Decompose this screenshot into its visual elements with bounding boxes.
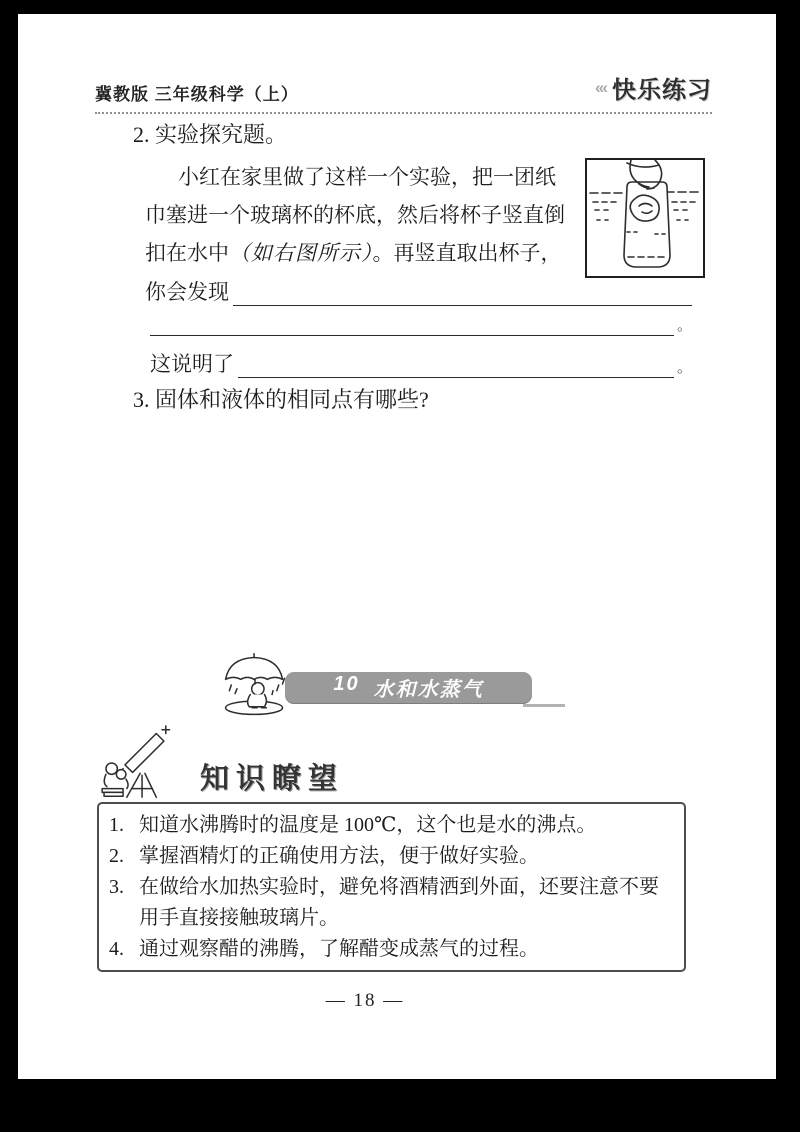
banner-tail-line [523, 704, 565, 707]
blank-3-period: 。 [676, 360, 692, 376]
workbook-page [18, 14, 776, 1079]
q2-answer-line-3 [150, 348, 692, 378]
knowledge-item [109, 872, 670, 934]
knowledge-item [109, 810, 670, 841]
q2-line3-figure-ref: （如右图所示） [229, 241, 373, 265]
blank-2-period: 。 [676, 318, 692, 334]
item-text: 在做给水加热实验时，避免将酒精洒到外面，还要注意不要用手直接接触玻璃片。 [139, 876, 659, 929]
item-number: 2. [109, 845, 124, 867]
umbrella-character-icon [218, 652, 292, 718]
q2-line3-pre: 扣在水中 [145, 241, 229, 265]
page-header [95, 70, 712, 114]
answer-blank-1 [233, 281, 692, 306]
book-title: 冀教版 三年级科学（上） [95, 85, 299, 104]
q2-answer-line-1 [145, 276, 692, 306]
item-text: 通过观察醋的沸腾，了解醋变成蒸气的过程。 [139, 938, 539, 960]
q2-paragraph-line-3 [145, 238, 562, 268]
item-number: 3. [109, 876, 124, 898]
question-2-heading: 2. 实验探究题。 [133, 122, 288, 147]
q2-paragraph-line-1: 小红在家里做了这样一个实验，把一团纸 [178, 165, 556, 189]
knowledge-item [109, 841, 670, 872]
experiment-figure [585, 158, 705, 278]
q2-line4-pre: 你会发现 [145, 280, 229, 304]
q2-line5-pre: 这说明了 [150, 352, 234, 376]
q2-line3-post: 。再竖直取出杯子， [372, 241, 562, 265]
knowledge-outlook-heading: 知识瞭望 [200, 763, 345, 795]
question-3-heading: 3. 固体和液体的相同点有哪些? [133, 387, 429, 412]
telescope-kids-icon [96, 724, 190, 800]
lesson-number: 10 [333, 673, 360, 695]
answer-blank-3 [238, 353, 674, 378]
lesson-title: 水和水蒸气 [373, 679, 484, 701]
item-number: 1. [109, 814, 124, 836]
chevrons-icon: ‹‹‹ [595, 77, 606, 97]
knowledge-points-box [97, 802, 686, 972]
inverted-glass-in-water-sketch [587, 160, 703, 276]
item-text: 知道水沸腾时的温度是 100℃，这个也是水的沸点。 [139, 814, 597, 836]
item-number: 4. [109, 938, 124, 960]
item-text: 掌握酒精灯的正确使用方法，便于做好实验。 [139, 845, 539, 867]
q2-paragraph-line-2: 巾塞进一个玻璃杯的杯底，然后将杯子竖直倒 [145, 203, 565, 227]
knowledge-item [109, 934, 670, 965]
q2-answer-line-2 [150, 310, 692, 336]
answer-blank-2 [150, 311, 674, 336]
page-number: — 18 — [325, 990, 405, 1011]
series-logo [595, 70, 712, 105]
lesson-title-banner [285, 672, 532, 703]
series-logo-text: 快乐练习 [612, 77, 712, 104]
